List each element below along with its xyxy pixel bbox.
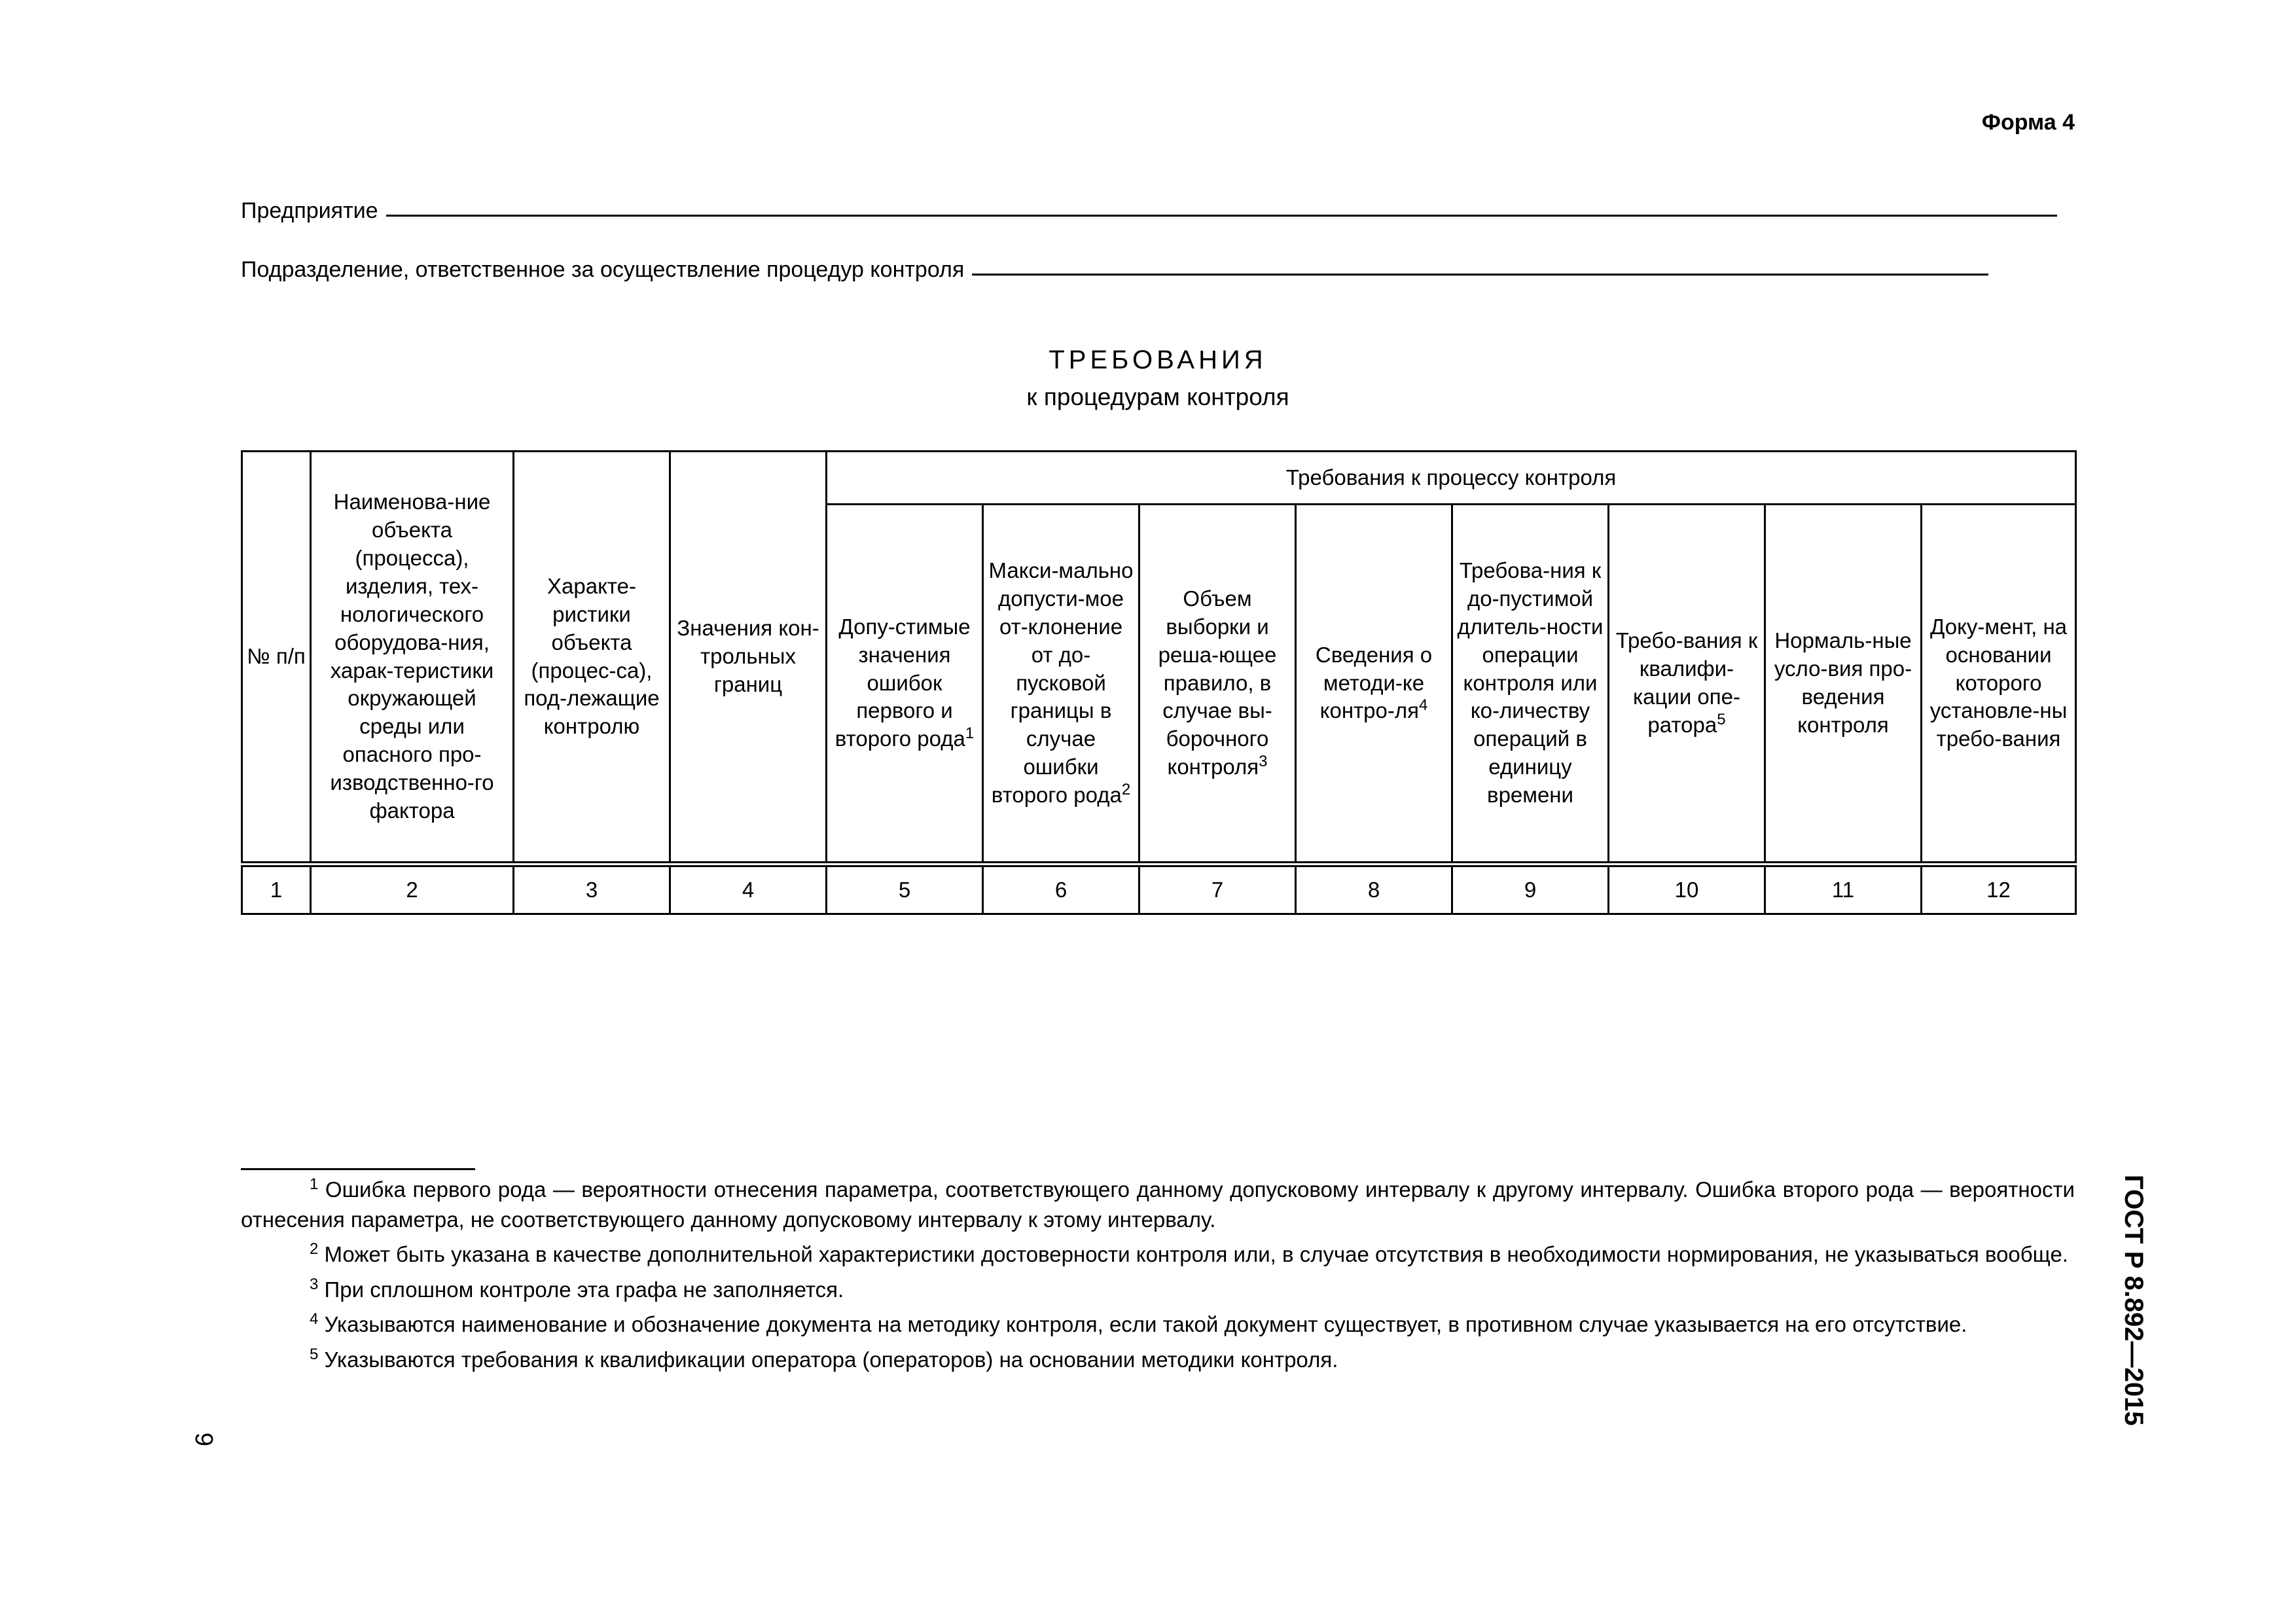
division-field: [241, 257, 1988, 283]
footnote-1: $^1$ Ошибка первого рода — вероятности отнесения параметра, соответствующего данному допусковому интервалу к другому интервалу. Ошибка второго рода — вероятности отнесения параметра, не соответствующего данному допусковому интервалу к этому интервалу.: [241, 1175, 2075, 1232]
document-subtitle: к процедурам контроля: [1026, 383, 1289, 410]
header-cell-col-4: Значения кон-трольных границ: [670, 452, 827, 865]
column-number-12: 12: [1922, 865, 2076, 914]
header-cell-col-3: Характе-ристики объекта (процес-са), под-лежащие контролю: [514, 452, 670, 865]
requirements-table: [241, 450, 2077, 915]
footnote-2: $^2$ Может быть указана в качестве дополнительной характеристики достоверности контроля или, в случае отсутствия в необходимости нормирования, не указываться вообще.: [310, 1240, 2068, 1267]
column-number-1: 1: [242, 865, 311, 914]
column-number-row: [242, 865, 2076, 914]
header-cell-col-6: Макси-мально допусти-мое от-клонение от до-пусковой границы в случае ошибки второго рода$^2$: [983, 505, 1139, 865]
footnote-separator: [241, 1168, 475, 1170]
column-number-2: 2: [311, 865, 514, 914]
division-blank-line: [972, 274, 1988, 276]
table-header-group-row: [242, 452, 2076, 505]
enterprise-field: [241, 198, 2057, 224]
header-cell-col-7: Объем выборки и реша-ющее правило, в случае вы-борочного контроля$^3$: [1139, 505, 1296, 865]
header-cell-col-1: № п/п: [242, 452, 311, 865]
page-number: 9: [190, 1432, 218, 1447]
column-number-10: 10: [1609, 865, 1765, 914]
column-number-9: 9: [1452, 865, 1609, 914]
enterprise-label: Предприятие: [241, 198, 378, 223]
document-code-vertical: ГОСТ Р 8.892—2015: [2119, 1175, 2148, 1426]
column-number-3: 3: [514, 865, 670, 914]
header-cell-col-9: Требова-ния к до-пустимой длитель-ности операции контроля или ко-личеству операций в единицу времени: [1452, 505, 1609, 865]
column-number-8: 8: [1296, 865, 1452, 914]
group-header-cell: Требования к процессу контроля: [827, 452, 2076, 505]
header-cell-col-12: Доку-мент, на основании которого установле-ны требо-вания: [1922, 505, 2076, 865]
column-number-6: 6: [983, 865, 1139, 914]
footnote-5: $^5$ Указываются требования к квалификации оператора (операторов) на основании методики контроля.: [310, 1345, 1338, 1372]
header-cell-col-10: Требо-вания к квалифи-кации опе-ратора$^5$: [1609, 505, 1765, 865]
column-number-11: 11: [1765, 865, 1922, 914]
footnotes: [241, 1175, 2075, 1380]
header-cell-col-11: Нормаль-ные усло-вия про-ведения контроля: [1765, 505, 1922, 865]
enterprise-blank-line: [386, 215, 2057, 217]
division-label: Подразделение, ответственное за осуществление процедур контроля: [241, 257, 965, 282]
header-cell-col-2: Наименова-ние объекта (процесса), изделия, тех-нологического оборудова-ния, харак-теристики окружающей среды или опасного про-изводственно-го фактора: [311, 452, 514, 865]
document-title: ТРЕБОВАНИЯ: [1049, 346, 1267, 374]
header-cell-col-8: Сведения о методи-ке контро-$ля^4$: [1296, 505, 1452, 865]
footnote-3: $^3$ При сплошном контроле эта графа не заполняется.: [310, 1275, 844, 1302]
footnote-4: $^4$ Указываются наименование и обозначение документа на методику контроля, если такой документ существует, в противном случае указывается на его отсутствие.: [310, 1310, 1967, 1337]
column-number-5: 5: [827, 865, 983, 914]
form-number-label: Форма 4: [1981, 110, 2075, 135]
column-number-4: 4: [670, 865, 827, 914]
column-number-7: 7: [1139, 865, 1296, 914]
header-cell-col-5: Допу-стимые значения ошибок первого и второго рода$^1$: [827, 505, 983, 865]
